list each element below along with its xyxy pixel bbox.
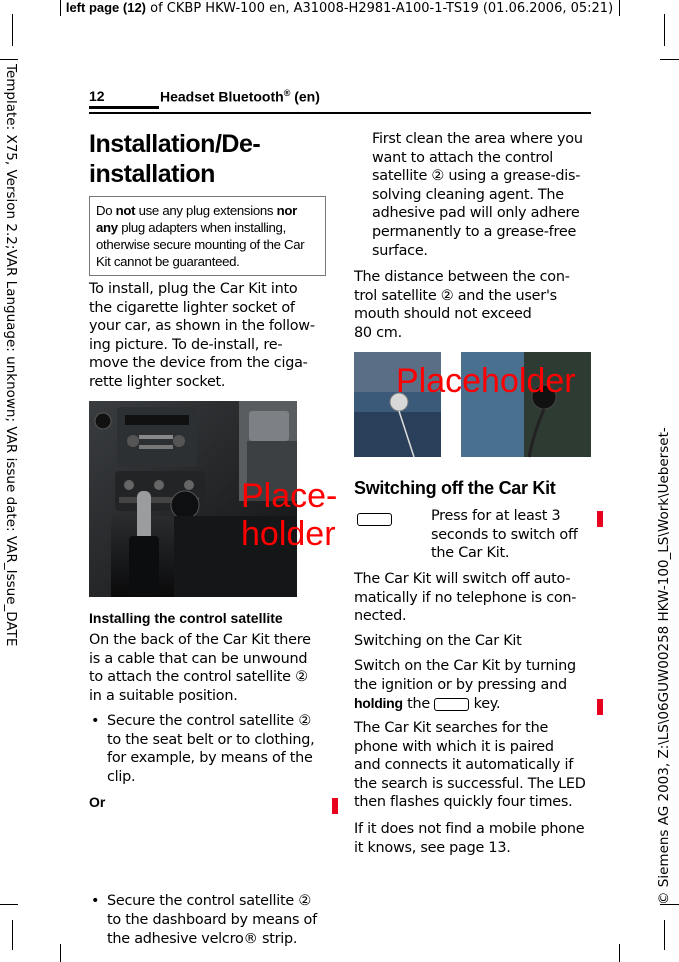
crop-mark (664, 14, 665, 46)
crop-mark (660, 59, 679, 60)
header-tick (89, 106, 159, 109)
side-template-text: Template: X75, Version 2.2;VAR Language: unknown; VAR issue date: VAR_Issue_DATE (3, 64, 19, 647)
clean-paragraph: First clean the area where you want to attach the control satellite ② using a grease-dis- solving cleaning agent. The adhesive pad will only adhere permanently to a grease-free surface. (372, 131, 583, 259)
key-icon (434, 698, 469, 711)
or-label: Or (89, 794, 106, 810)
side-copyright-text: © Siemens AG 2003, Z:\LS\06GUW00258 HKW-100_LS\Work\Ueberset- (656, 427, 672, 905)
header-rule (89, 112, 591, 114)
change-bar (597, 699, 603, 715)
distance-paragraph: The distance between the con- trol satellite ② and the user's mouth should not exceed 80 cm. (354, 269, 570, 341)
car-interior-photo (89, 401, 338, 597)
switch-on-paragraph: Switch on the Car Kit by turning the ignition or by pressing and holding the key. (354, 658, 576, 713)
warning-notice: Do not use any plug extensions nor any plug adapters when installing, otherwise secure mounting of the Car Kit cannot be guaranteed. (89, 196, 326, 276)
crop-mark (0, 904, 18, 905)
page-title: Headset Bluetooth® (en) (160, 88, 320, 105)
cable-paragraph: On the back of the Car Kit there is a cable that can be unwound to attach the control satellite ② in a suitable position. (89, 632, 311, 704)
crop-mark (619, 944, 620, 962)
change-bar (332, 798, 338, 814)
crop-mark (0, 59, 18, 60)
crop-mark (60, 0, 61, 16)
subheading-control-satellite: Installing the control satellite (89, 610, 283, 626)
crop-mark (12, 920, 13, 950)
install-paragraph: To install, plug the Car Kit into the cigarette lighter socket of your car, as shown in the follow- ing picture. To de-install, re- move the device from the ciga- rette lighter socket. (89, 281, 315, 390)
page-header (89, 88, 591, 114)
press-paragraph: Press for at least 3 seconds to switch off the Car Kit. (431, 508, 578, 562)
satellite-photos (354, 352, 591, 457)
crop-mark (60, 944, 61, 962)
change-bar (597, 511, 603, 527)
print-header (0, 0, 679, 16)
section-heading: Installation/De- installation (89, 130, 261, 188)
key-icon (357, 509, 391, 521)
bullet-item-dashboard: • Secure the control satellite ② to the dashboard by means of the adhesive velcro® strip. (89, 892, 347, 948)
auto-off-paragraph: The Car Kit will switch off auto- matically if no telephone is con- nected. (354, 571, 577, 625)
image-placeholder-label: Placeholder (396, 362, 576, 400)
not-found-paragraph: If it does not find a mobile phone it knows, see page 13. (354, 821, 585, 856)
crop-mark (12, 14, 13, 46)
page-number: 12 (89, 88, 105, 104)
search-paragraph: The Car Kit searches for the phone with which it is paired and connects it automatically if the search is successful. The LED then flashes quickly four times. (354, 720, 586, 811)
switching-on-label: Switching on the Car Kit (354, 633, 522, 649)
crop-mark (664, 920, 665, 950)
print-header-rest: of CKBP HKW-100 en, A31008-H2981-A100-1-TS19 (01.06.2006, 05:21) (146, 1, 614, 16)
switching-off-heading: Switching off the Car Kit (354, 478, 556, 498)
image-placeholder-label: Place- holder (241, 477, 338, 553)
bullet-item-seatbelt: • Secure the control satellite ② to the seat belt or to clothing, for example, by means of the clip. (89, 712, 342, 786)
crop-mark (619, 0, 620, 16)
print-header-bold: left page (12) (65, 0, 147, 15)
